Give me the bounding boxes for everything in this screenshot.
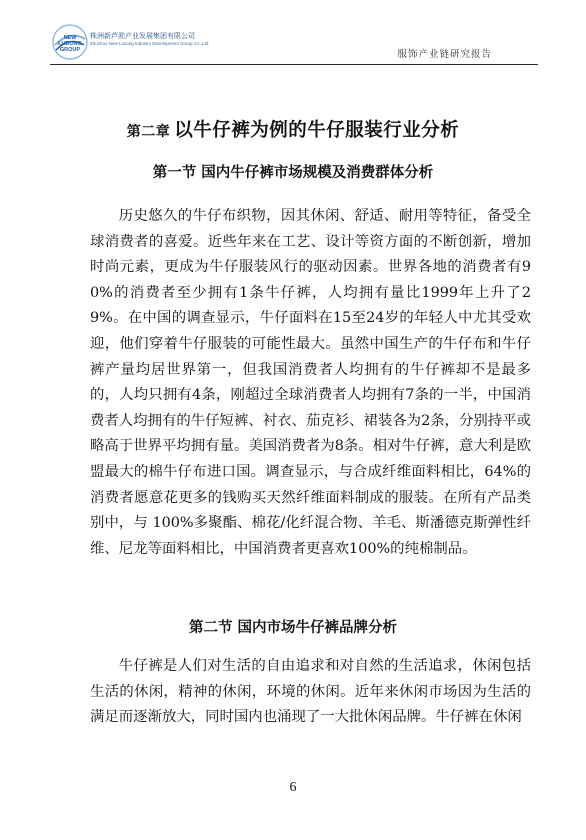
svg-text:LUDONG: LUDONG: [58, 41, 82, 47]
report-name: 服饰产业链研究报告: [397, 49, 492, 60]
header-divider: [50, 64, 538, 65]
company-name-block: [90, 32, 208, 47]
chapter-title-text: 以牛仔裤为例的牛仔服装行业分析: [174, 120, 460, 141]
svg-text:GROUP: GROUP: [59, 47, 81, 53]
svg-text:NEW: NEW: [63, 35, 77, 41]
page-number: 6: [289, 780, 297, 795]
chapter-title: [0, 116, 586, 142]
section-1-title: 第一节 国内牛仔裤市场规模及消费群体分析: [152, 164, 434, 181]
section-1-paragraph: 历史悠久的牛仔布织物，因其休闲、舒适、耐用等特征，备受全球消费者的喜爱。近些年来在工艺、设计等资方面的不断创新，增加时尚元素，更成为牛仔服装风行的驱动因素。世界各地的消费者有90%的消费者至少拥有1条牛仔裤，人均拥有量比1999年上升了29%。在中国的调查显示，牛仔面料在15至24岁的年轻人中尤其受欢迎，他们穿着牛仔服装的可能性最大。虽然中国生产的牛仔布和牛仔裤产量均居世界第一，但我国消费者人均拥有的牛仔裤却不是最多的，人均只拥有4条，刚超过全球消费者人均拥有7条的一半，中国消费者人均拥有的牛仔短裤、衬衣、茄克衫、裙装各为2条，分别持平或略高于世界平均拥有量。美国消费者为8条。相对牛仔裤，意大利是欧盟最大的棉牛仔布进口国。调查显示，与合成纤维面料相比，64%的消费者愿意花更多的钱购买天然纤维面料制成的服装。在所有产品类别中，与 100%多聚酯、棉花/化纤混合物、羊毛、斯潘德克斯弹性纤维、尼龙等面料相比，中国消费者更喜欢100%的纯棉制品。: [90, 208, 531, 557]
company-name-en: Zhuzhou New Lusong Industry Development Group Co.,Ltd: [90, 41, 209, 46]
chapter-number: 第二章: [126, 124, 171, 140]
company-name-cn: 株洲新芦淞产业发展集团有限公司: [90, 32, 195, 40]
section-2-title: 第二节 国内市场牛仔裤品牌分析: [188, 619, 398, 636]
company-logo-icon: [50, 22, 90, 62]
page-header: [50, 22, 538, 66]
section-2-paragraph: 牛仔裤是人们对生活的自由追求和对自然的生活追求，休闲包括生活的休闲，精神的休闲，环境的休闲。近年来休闲市场因为生活的满足而逐渐放大，同时国内也涌现了一大批休闲品牌。牛仔裤在休闲: [90, 658, 531, 726]
